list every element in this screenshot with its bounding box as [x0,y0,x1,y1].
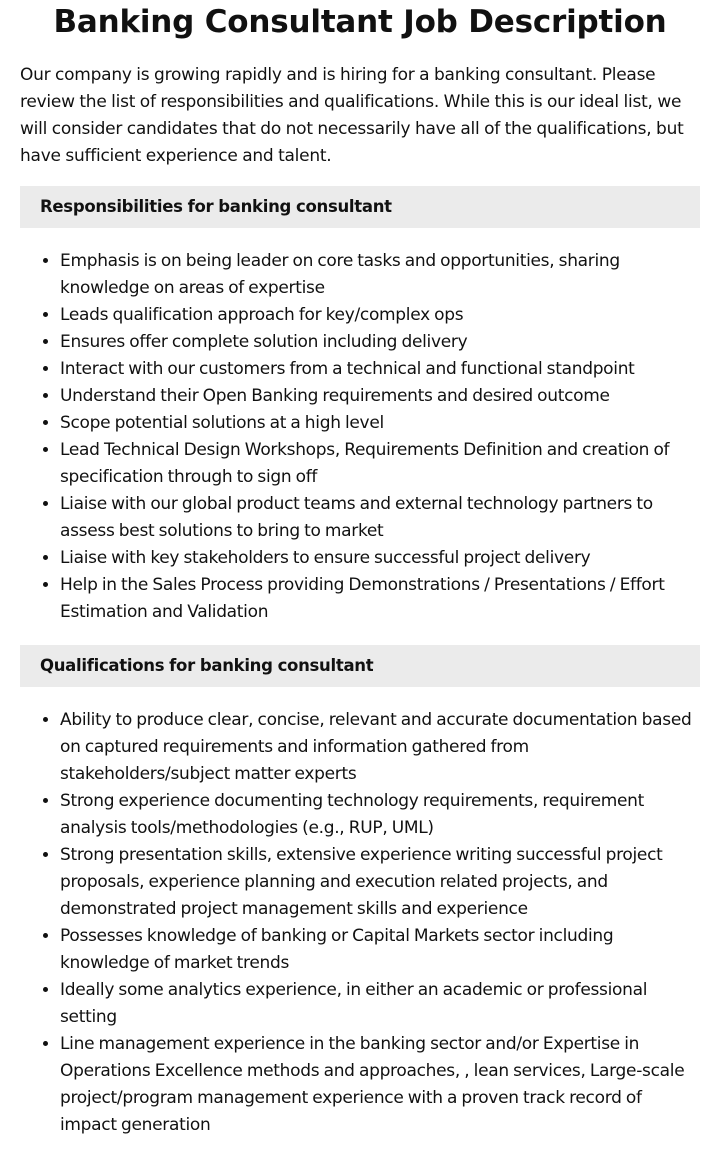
responsibilities-heading: Responsibilities for banking consultant [20,186,700,228]
intro-paragraph: Our company is growing rapidly and is hiring for a banking consultant. Please review the list of responsibilities and qualifications. While this is our ideal list, we will consider candidates that do not necessarily have all of the qualifications, but have sufficient experience and talent. [20,65,684,166]
list-item: • Strong experience documenting technology requirements, requirement analysis tools/methodologies (e.g., RUP, UML) [60,788,700,842]
list-item: • Possesses knowledge of banking or Capital Markets sector including knowledge of market trends [60,923,700,977]
list-item: • Understand their Open Banking requirements and desired outcome [60,383,700,410]
qualifications-list [20,707,700,1139]
list-item: • Lead Technical Design Workshops, Requirements Definition and creation of specification through to sign off [60,437,700,491]
list-item: • Leads qualification approach for key/complex ops [60,302,700,329]
qualifications-heading: Qualifications for banking consultant [20,645,700,687]
list-item: • Interact with our customers from a technical and functional standpoint [60,356,700,383]
list-item: • Ability to produce clear, concise, relevant and accurate documentation based on captured requirements and information gathered from stakeholders/subject matter experts [60,707,700,788]
page-title: Banking Consultant Job Description [53,4,667,40]
list-item: • Ideally some analytics experience, in either an academic or professional setting [60,977,700,1031]
list-item: • Liaise with our global product teams and external technology partners to assess best solutions to bring to market [60,491,700,545]
list-item: • Liaise with key stakeholders to ensure successful project delivery [60,545,700,572]
list-item: • Emphasis is on being leader on core tasks and opportunities, sharing knowledge on areas of expertise [60,248,700,302]
list-item: • Ensures offer complete solution including delivery [60,329,700,356]
list-item: • Help in the Sales Process providing Demonstrations / Presentations / Effort Estimation and Validation [60,572,700,626]
list-item: • Line management experience in the banking sector and/or Expertise in Operations Excellence methods and approaches, , lean services, Large-scale project/program management experience with a proven track record of impact generation [60,1031,700,1139]
list-item: • Strong presentation skills, extensive experience writing successful project proposals, experience planning and execution related projects, and demonstrated project management skills and experience [60,842,700,923]
list-item: • Scope potential solutions at a high level [60,410,700,437]
responsibilities-list [20,248,700,626]
